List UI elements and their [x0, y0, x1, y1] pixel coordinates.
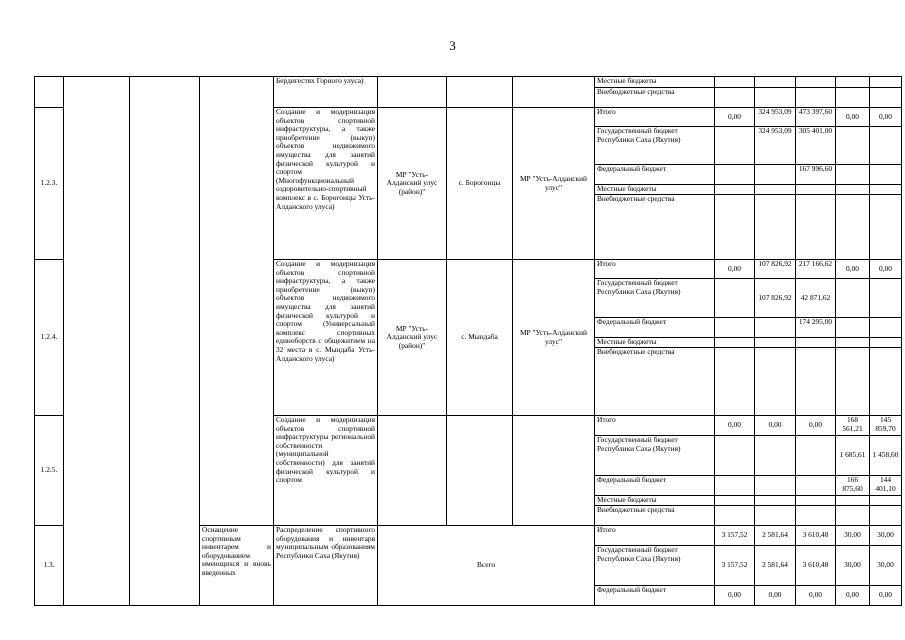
funding-source: Государственный бюджет Республики Саха (Якутия) [595, 436, 715, 476]
municipality: МР "Усть-Алданский улус (район)" [378, 260, 447, 416]
locality: с. Борогонцы [447, 108, 513, 260]
value-cell: 0,00 [715, 416, 755, 436]
funding-source: Внебюджетные средства [595, 88, 715, 108]
value-cell: 0,00 [715, 108, 755, 127]
value-cell: 0,00 [870, 108, 902, 127]
municipality: МР "Усть-Алданский улус (район)" [378, 108, 447, 260]
value-cell: 30,00 [870, 526, 902, 546]
value-cell: 1 685,61 [836, 436, 870, 476]
funding-source: Государственный бюджет Республики Саха (Якутия) [595, 546, 715, 586]
value-cell: 0,00 [755, 586, 796, 606]
funding-source: Итого [595, 260, 715, 279]
event-description: Распределение спортивного оборудования и инвентаря муниципальным образованиям Республики Саха (Якутия) [274, 526, 378, 606]
value-cell: 107 826,92 [755, 279, 796, 318]
funding-source: Государственный бюджет Республики Саха (Якутия) [595, 127, 715, 165]
value-cell: 42 871,62 [796, 279, 836, 318]
event-description: Создание и модернизация объектов спортивной инфраструктуры региональной собственности (муниципальной собственности) для занятий физической культурой и спортом [274, 416, 378, 526]
locality: с. Мындаба [447, 260, 513, 416]
funding-source: Итого [595, 416, 715, 436]
value-cell: 30,00 [836, 526, 870, 546]
funding-source: Внебюджетные средства [595, 195, 715, 260]
executor: МР "Усть-Алданский улус" [513, 260, 595, 416]
value-cell: 0,00 [796, 586, 836, 606]
value-cell: 166 875,60 [836, 476, 870, 496]
value-cell: 168 561,21 [836, 416, 870, 436]
value-cell: 174 295,00 [796, 318, 836, 338]
value-cell: 0,00 [755, 416, 796, 436]
value-cell: 167 996,60 [796, 165, 836, 185]
value-cell: 473 397,60 [796, 108, 836, 127]
value-cell: 3 610,48 [796, 526, 836, 546]
funding-source: Итого [595, 108, 715, 127]
funding-source: Местные бюджеты [595, 77, 715, 88]
event-description: Создание и модернизация объектов спортивной инфраструктуры, а также приобретение (выкуп) объектов недвижимого имущества для занятий физической культурой и спортом (Универсальный комплекс спортивных единоборств с общежитием на 32 места в с. Мындаба Усть-Алданского улуса) [274, 260, 378, 416]
value-cell: 324 953,09 [755, 127, 796, 165]
funding-source: Итого [595, 526, 715, 546]
funding-source: Местные бюджеты [595, 338, 715, 348]
funding-source: Федеральный бюджет [595, 318, 715, 338]
value-cell: 0,00 [836, 260, 870, 279]
program-table [34, 76, 902, 606]
table-row [35, 77, 902, 88]
value-cell: 107 826,92 [755, 260, 796, 279]
value-cell: 0,00 [836, 586, 870, 606]
value-cell: 0,00 [796, 416, 836, 436]
value-cell: 324 953,09 [755, 108, 796, 127]
value-cell: 3 157,52 [715, 526, 755, 546]
value-cell: 305 401,00 [796, 127, 836, 165]
value-cell: 3 157,52 [715, 546, 755, 586]
row-number: 1.3. [35, 526, 64, 606]
value-cell: 30,00 [836, 546, 870, 586]
value-cell: 0,00 [715, 586, 755, 606]
executor: МР "Усть-Алданский улус" [513, 108, 595, 260]
row-number: 1.2.4. [35, 260, 64, 416]
funding-source: Внебюджетные средства [595, 506, 715, 526]
funding-source: Государственный бюджет Республики Саха (Якутия) [595, 279, 715, 318]
funding-source: Федеральный бюджет [595, 476, 715, 496]
value-cell: 0,00 [870, 586, 902, 606]
row-number: 1.2.3. [35, 108, 64, 260]
value-cell: 30,00 [870, 546, 902, 586]
funding-source: Федеральный бюджет [595, 586, 715, 606]
total-label: Всего [378, 526, 595, 606]
page-number: 3 [449, 38, 456, 53]
value-cell: 0,00 [715, 260, 755, 279]
value-cell: 0,00 [836, 108, 870, 127]
value-cell: 144 401,10 [870, 476, 902, 496]
value-cell: 2 581,64 [755, 526, 796, 546]
value-cell: 3 610,48 [796, 546, 836, 586]
event-description: Создание и модернизация объектов спортивной инфраструктуры, а также приобретение (выкуп) объектов недвижимого имущества для занятий физической культурой и спортом (Многофункциональный оздоровительно-спортивный комплекс в с. Борогонцы Усть-Алданского улуса) [274, 108, 378, 260]
value-cell: 0,00 [870, 260, 902, 279]
funding-source: Внебюджетные средства [595, 348, 715, 416]
event-description: Бердигестях Горного улуса) [274, 77, 378, 108]
row-number: 1.2.5. [35, 416, 64, 526]
funding-source: Местные бюджеты [595, 185, 715, 195]
funding-source: Федеральный бюджет [595, 165, 715, 185]
value-cell: 2 581,64 [755, 546, 796, 586]
value-cell: 1 458,60 [870, 436, 902, 476]
value-cell: 145 859,70 [870, 416, 902, 436]
funding-source: Местные бюджеты [595, 496, 715, 506]
event-name: Оснащение спортивным инвентарем и оборудованием имеющихся и вновь введенных [200, 526, 274, 606]
value-cell: 217 166,62 [796, 260, 836, 279]
